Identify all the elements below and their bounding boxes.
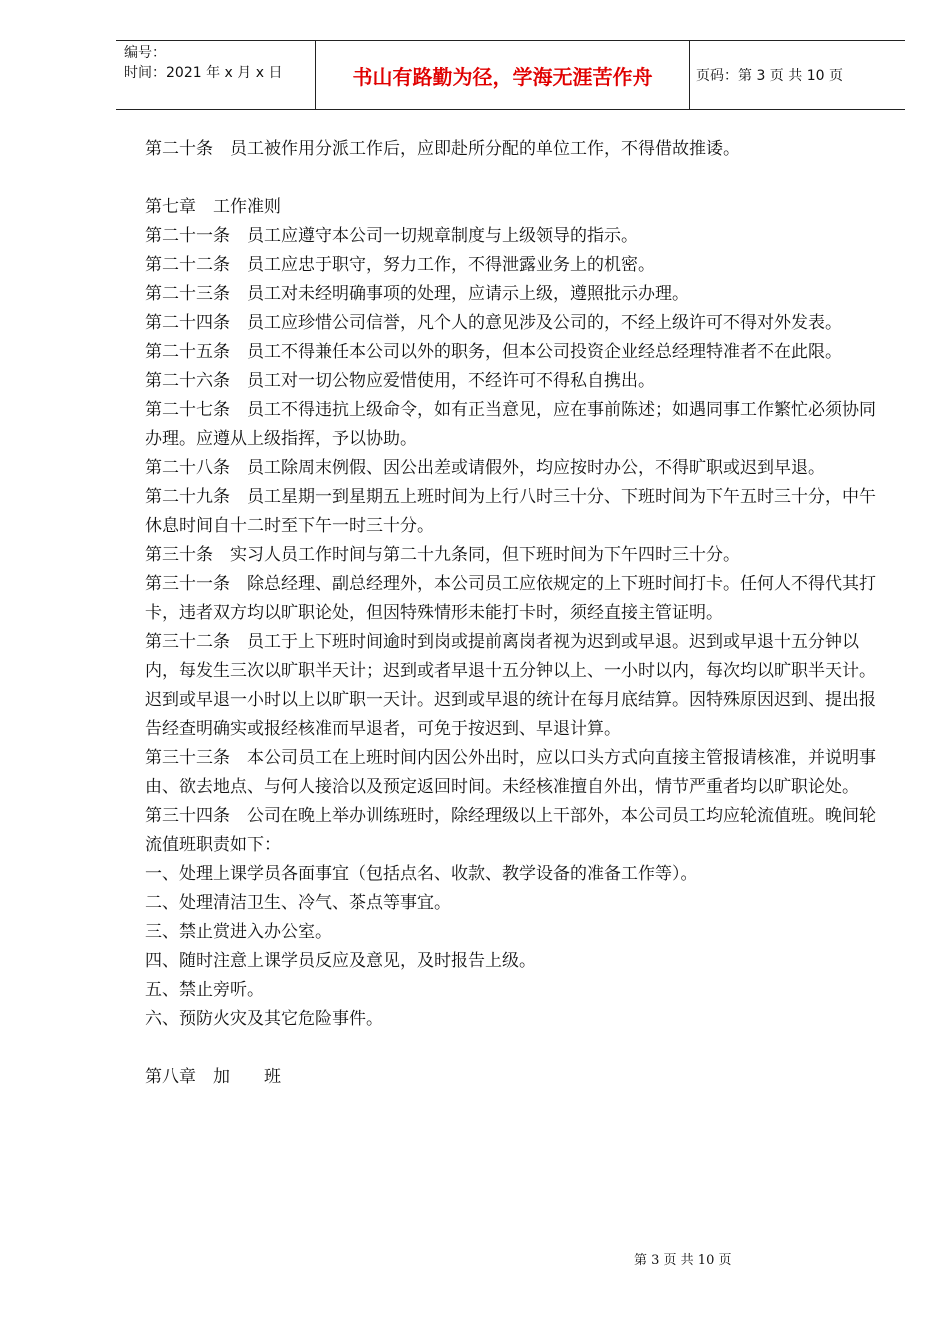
article-28: 第二十八条 员工除周末例假、因公出差或请假外，均应按时办公，不得旷职或迟到早退。 <box>145 458 825 478</box>
duty-item-2: 二、处理清洁卫生、冷气、茶点等事宜。 <box>145 893 451 913</box>
duty-item-6: 六、预防火灾及其它危险事件。 <box>145 1009 383 1029</box>
header-meta-cell <box>116 41 316 109</box>
article-27: 第二十七条 员工不得违抗上级命令，如有正当意见，应在事前陈述；如遇同事工作繁忙必须协同办理。应遵从上级指挥，予以协助。 <box>145 400 876 449</box>
duty-item-4: 四、随时注意上课学员反应及意见，及时报告上级。 <box>145 951 536 971</box>
article-30: 第三十条 实习人员工作时间与第二十九条同，但下班时间为下午四时三十分。 <box>145 545 740 565</box>
article-31: 第三十一条 除总经理、副总经理外，本公司员工应依规定的上下班时间打卡。任何人不得代其打卡，违者双方均以旷职论处，但因特殊情形未能打卡时，须经直接主管证明。 <box>145 574 876 623</box>
page-footer: 第 3 页 共 10 页 <box>634 1253 732 1268</box>
article-34: 第三十四条 公司在晚上举办训练班时，除经理级以上干部外，本公司员工均应轮流值班。晚间轮流值班职责如下： <box>145 806 876 855</box>
chapter-7-heading: 第七章 工作准则 <box>145 197 281 217</box>
article-25: 第二十五条 员工不得兼任本公司以外的职务，但本公司投资企业经总经理特准者不在此限。 <box>145 342 842 362</box>
page-header <box>116 40 905 110</box>
article-33: 第三十三条 本公司员工在上班时间内因公外出时，应以口头方式向直接主管报请核准，并说明事由、欲去地点、与何人接洽以及预定返回时间。未经核准擅自外出，情节严重者均以旷职论处。 <box>145 748 876 797</box>
document-time-label: 时间：2021 年 x 月 x 日 <box>124 65 283 81</box>
article-29: 第二十九条 员工星期一到星期五上班时间为上行八时三十分、下班时间为下午五时三十分，中午休息时间自十二时至下午一时三十分。 <box>145 487 876 536</box>
header-motto: 书山有路勤为径，学海无涯苦作舟 <box>352 64 653 89</box>
duty-item-1: 一、处理上课学员各面事宜（包括点名、收款、教学设备的准备工作等）。 <box>145 864 698 884</box>
document-number-label: 编号： <box>124 45 166 61</box>
chapter-8-heading: 第八章 加 班 <box>145 1067 281 1087</box>
article-24: 第二十四条 员工应珍惜公司信誉，凡个人的意见涉及公司的，不经上级许可不得对外发表。 <box>145 313 842 333</box>
article-21: 第二十一条 员工应遵守本公司一切规章制度与上级领导的指示。 <box>145 226 638 246</box>
article-20: 第二十条 员工被作用分派工作后，应即赴所分配的单位工作，不得借故推诿。 <box>145 139 740 159</box>
duty-item-5: 五、禁止旁听。 <box>145 980 264 1000</box>
document-body <box>145 135 880 1092</box>
article-32: 第三十二条 员工于上下班时间逾时到岗或提前离岗者视为迟到或早退。迟到或早退十五分钟以内，每发生三次以旷职半天计；迟到或者早退十五分钟以上、一小时以内，每次均以旷职半天计。迟到或早退一小时以上以旷职一天计。迟到或早退的统计在每月底结算。因特殊原因迟到、提出报告经查明确实或报经核准而早退者，可免于按迟到、早退计算。 <box>145 632 876 739</box>
duty-item-3: 三、禁止赏进入办公室。 <box>145 922 332 942</box>
article-22: 第二十二条 员工应忠于职守，努力工作，不得泄露业务上的机密。 <box>145 255 655 275</box>
header-page-cell <box>690 41 905 109</box>
header-page-label: 页码：第 3 页 共 10 页 <box>696 68 843 84</box>
article-26: 第二十六条 员工对一切公物应爱惜使用，不经许可不得私自携出。 <box>145 371 655 391</box>
article-23: 第二十三条 员工对未经明确事项的处理，应请示上级，遵照批示办理。 <box>145 284 689 304</box>
header-motto-cell <box>316 41 690 109</box>
